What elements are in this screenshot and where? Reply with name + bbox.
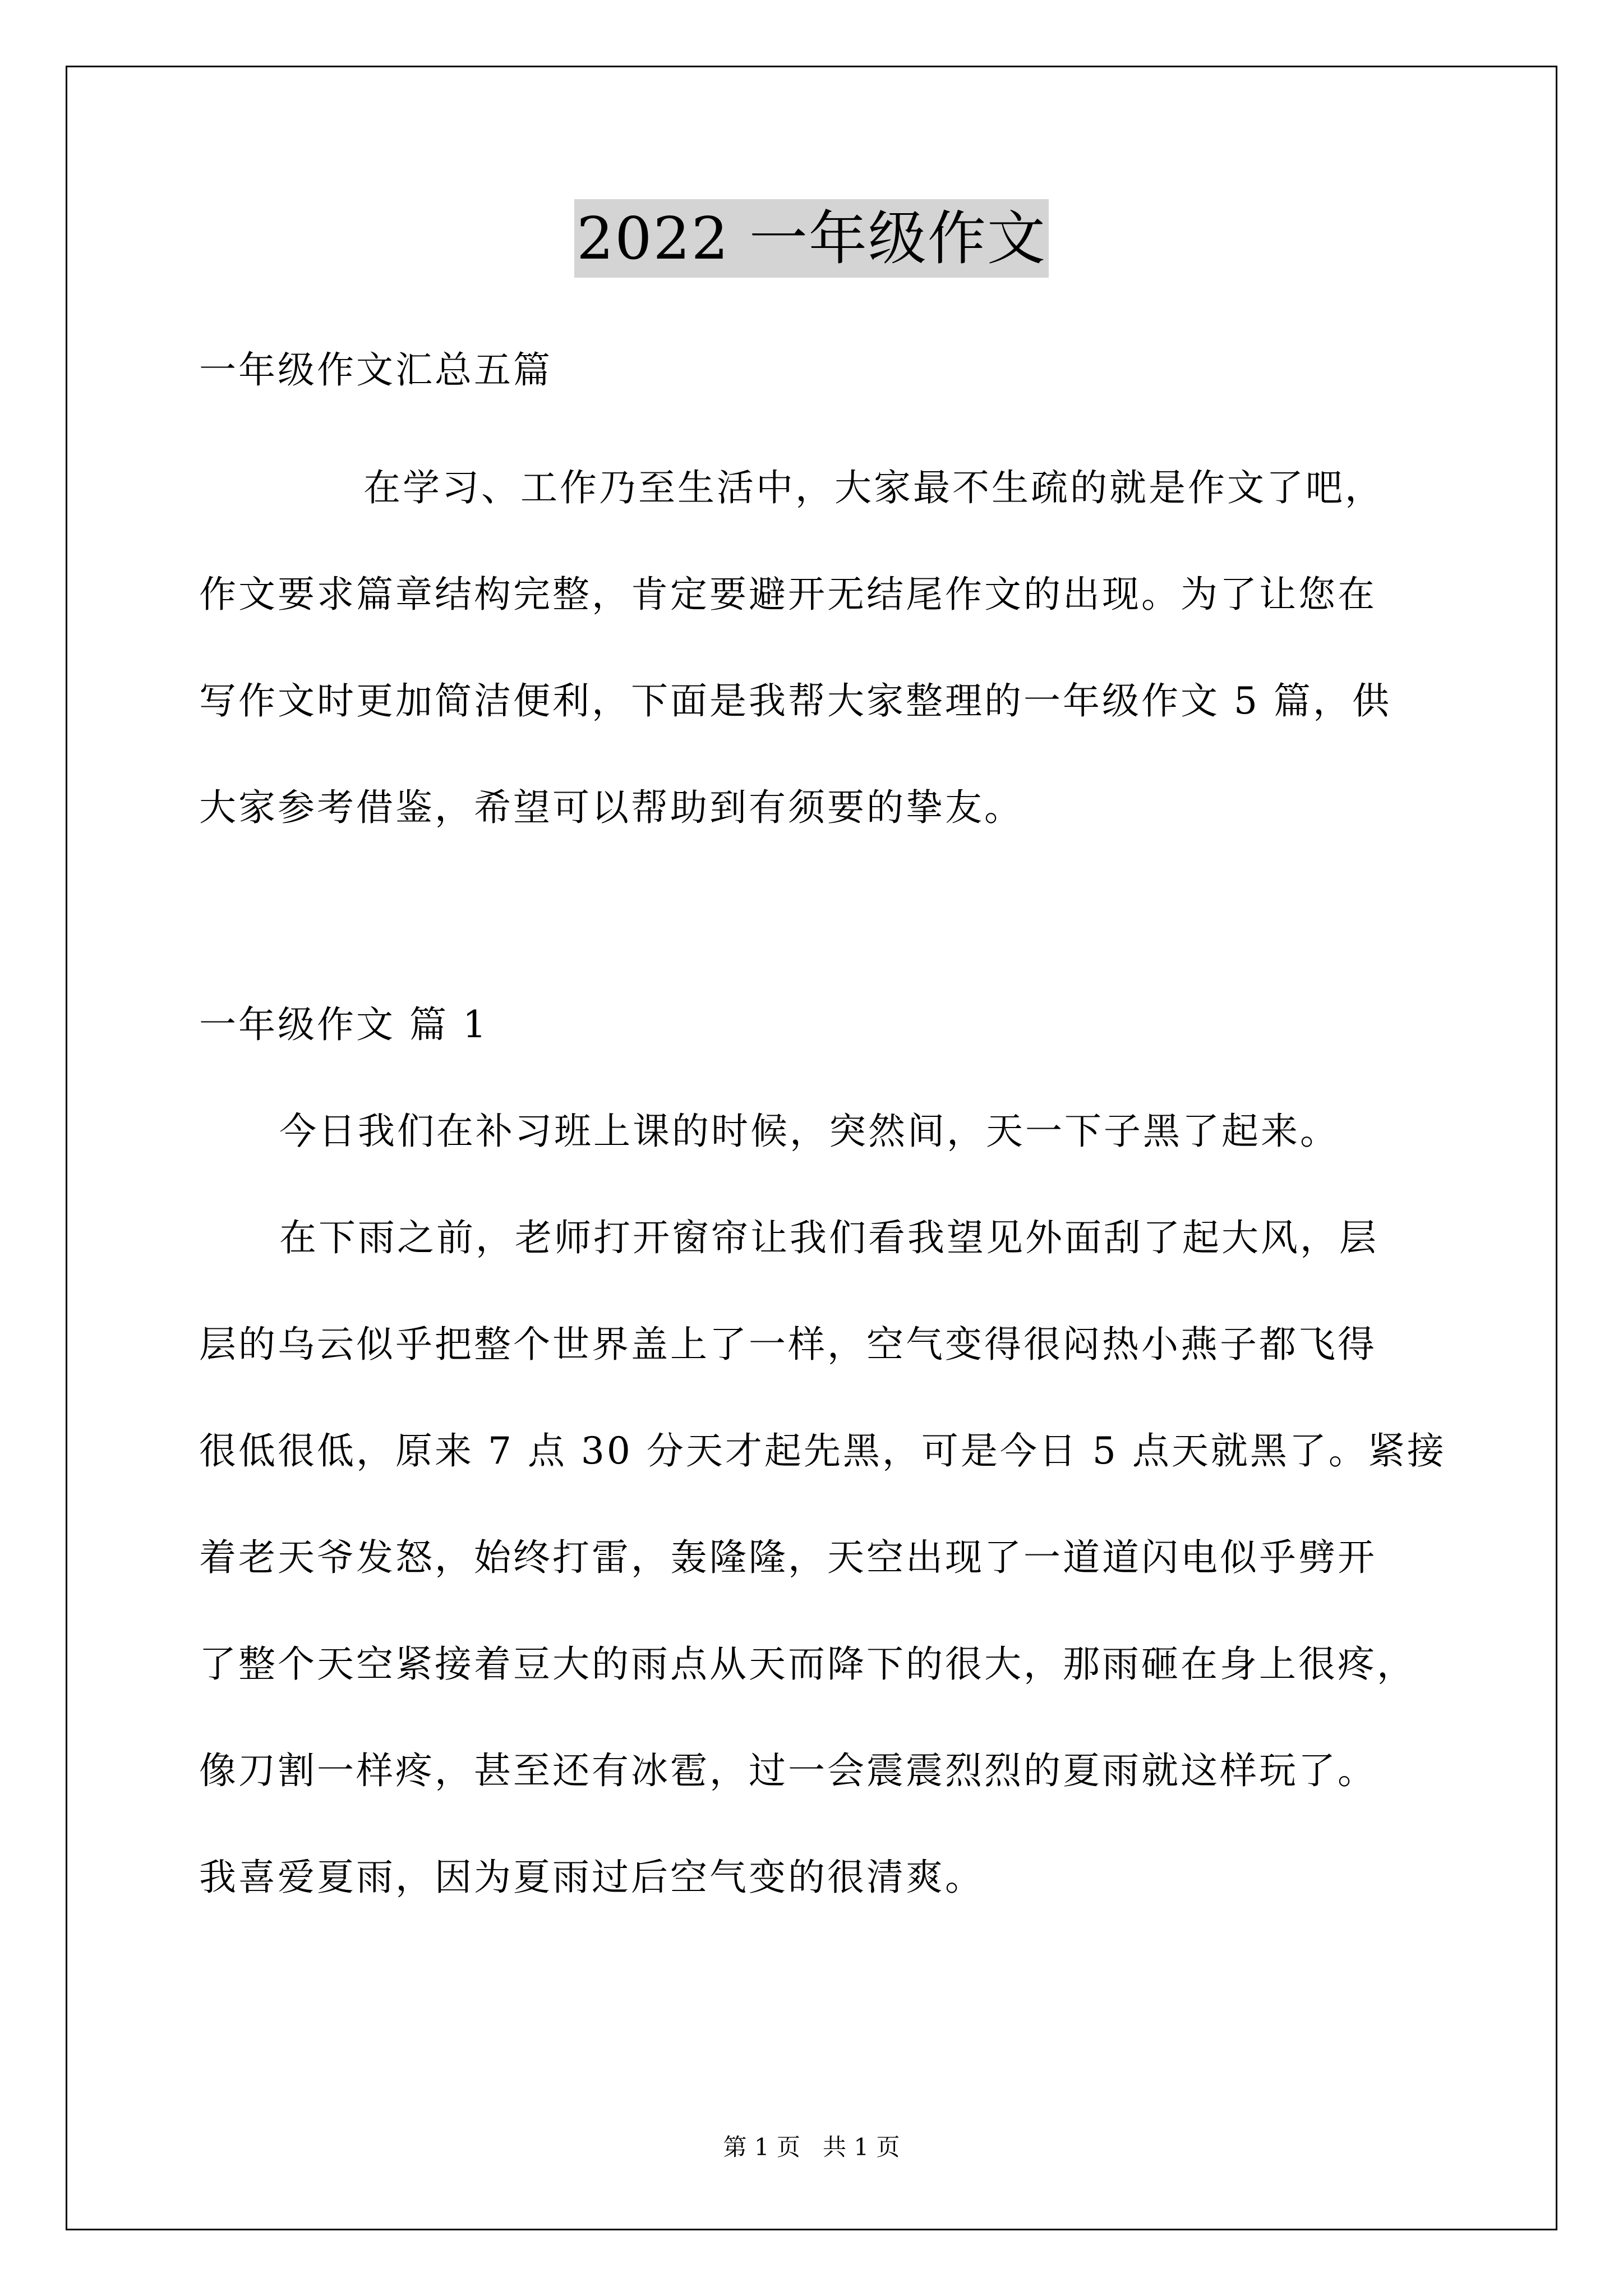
section-paragraph-line: 在下雨之前，老师打开窗帘让我们看我望见外面刮了起大风，层 [279, 1216, 1378, 1259]
intro-paragraph-line: 写作文时更加简洁便利，下面是我帮大家整理的一年级作文 5 篇，供 [199, 679, 1391, 723]
title-container [0, 199, 1623, 278]
section-heading: 一年级作文 篇 1 [199, 1003, 488, 1046]
section-paragraph-line: 今日我们在补习班上课的时候，突然间，天一下子黑了起来。 [279, 1110, 1339, 1153]
intro-paragraph-line: 作文要求篇章结构完整，肯定要避开无结尾作文的出现。为了让您在 [199, 573, 1377, 616]
section-paragraph-line: 很低很低，原来 7 点 30 分天才起先黑，可是今日 5 点天就黑了。紧接 [199, 1429, 1446, 1473]
section-paragraph-line: 着老天爷发怒，始终打雷，轰隆隆，天空出现了一道道闪电似乎劈开 [199, 1536, 1377, 1579]
section-paragraph-line: 像刀割一样疼，甚至还有冰雹，过一会震震烈烈的夏雨就这样玩了。 [199, 1749, 1377, 1792]
intro-paragraph-line: 大家参考借鉴，希望可以帮助到有须要的挚友。 [199, 786, 1023, 829]
document-title: 2022 一年级作文 [574, 199, 1049, 278]
document-subtitle: 一年级作文汇总五篇 [199, 348, 552, 392]
page-footer: 第 1 页 共 1 页 [723, 2133, 900, 2161]
section-paragraph-line: 了整个天空紧接着豆大的雨点从天而降下的很大，那雨砸在身上很疼， [199, 1642, 1416, 1686]
intro-paragraph-line: 在学习、工作乃至生活中，大家最不生疏的就是作文了吧， [363, 466, 1384, 509]
section-paragraph-line: 我喜爱夏雨，因为夏雨过后空气变的很清爽。 [199, 1856, 984, 1899]
section-paragraph-line: 层的乌云似乎把整个世界盖上了一样，空气变得很闷热小燕子都飞得 [199, 1323, 1377, 1366]
